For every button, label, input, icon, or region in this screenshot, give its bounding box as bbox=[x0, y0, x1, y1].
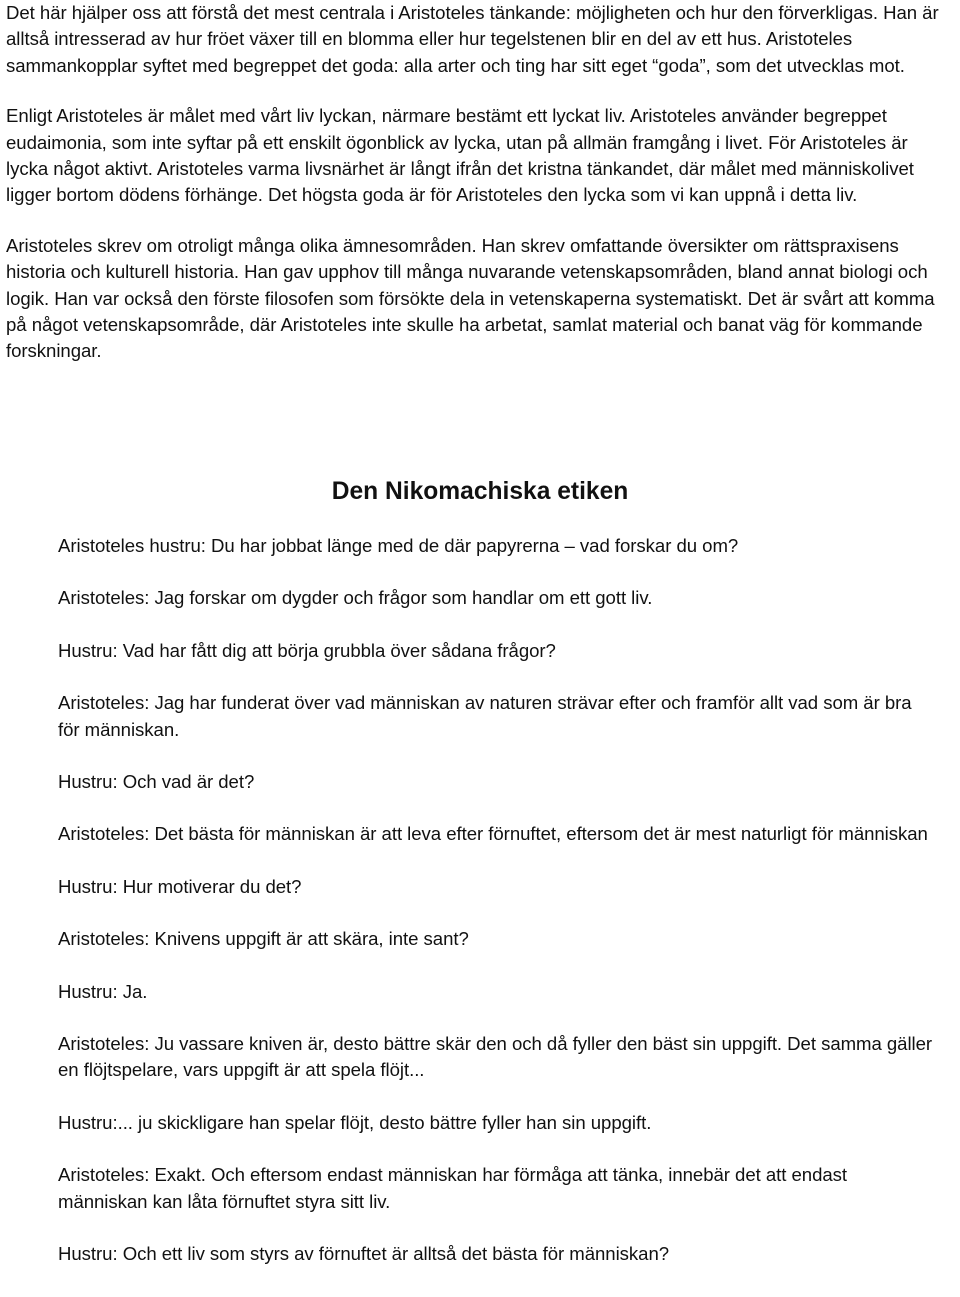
dialogue-line: Aristoteles: Ju vassare kniven är, desto bättre skär den och då fyller den bäst sin uppgift. Det samma gäller en flöjtspelare, vars uppgift är att spela flöjt... bbox=[58, 1033, 933, 1081]
dialogue-line: Hustru: Vad har fått dig att börja grubbla över sådana frågor? bbox=[58, 639, 556, 661]
dialogue-line: Aristoteles hustru: Du har jobbat länge med de där papyrerna – vad forskar du om? bbox=[58, 535, 739, 556]
dialogue-line: Aristoteles: Jag forskar om dygder och frågor som handlar om ett gott liv. bbox=[58, 587, 653, 609]
dialogue-line: Aristoteles: Det bästa för människan är att leva efter förnuftet, eftersom det är mest naturligt för människan bbox=[58, 823, 928, 845]
dialogue-line: Hustru: Hur motiverar du det? bbox=[58, 875, 302, 897]
dialogue-line: Hustru: Och ett liv som styrs av förnuftet är alltså det bästa för människan? bbox=[58, 1243, 670, 1265]
dialogue-line: Hustru: Och vad är det? bbox=[58, 771, 255, 793]
section-heading: Den Nikomachiska etiken bbox=[331, 478, 629, 505]
intro-paragraph: Det här hjälper oss att förstå det mest centrala i Aristoteles tänkande: möjligheten och hur den förverkligas. Han är alltså intresserad av hur fröet växer till en blomma eller hur tegelstenen blir en del av ett hus. Aristoteles sammankopplar syftet med begreppet det goda: alla arter och ting har sitt eget “goda”, som det utvecklas mot. bbox=[6, 2, 939, 76]
intro-paragraph: Aristoteles skrev om otroligt många olika ämnesområden. Han skrev omfattande översikter om rättspraxisens historia och kulturell historia. Han gav upphov till många nuvarande vetenskapsområden, bland annat biologi och logik. Han var också den förste filosofen som försökte dela in vetenskaperna systematiskt. Det är svårt att komma på något vetenskapsområde, där Aristoteles inte skulle ha arbetat, samlat material och banat väg för kommande forskningar. bbox=[6, 234, 935, 362]
dialogue-line: Aristoteles: Knivens uppgift är att skära, inte sant? bbox=[58, 928, 469, 950]
dialogue-line: Aristoteles: Exakt. Och eftersom endast människan har förmåga att tänka, innebär det att endast människan kan låta förnuftet styra sitt liv. bbox=[58, 1164, 848, 1212]
intro-text bbox=[6, 0, 951, 365]
intro-paragraph: Enligt Aristoteles är målet med vårt liv lyckan, närmare bestämt ett lyckat liv. Aristoteles använder begreppet eudaimonia, som inte syftar på ett enskilt ögonblick av lycka, utan på allmän framgång i livet. För Aristoteles är lycka något aktivt. Aristoteles varma livsnärhet är långt ifrån det kristna tänkandet, där målet med människolivet ligger bortom dödens förhänge. Det högsta goda är för Aristoteles den lycka som vi kan uppnå i detta liv. bbox=[6, 105, 914, 206]
dialogue-line: Hustru: Ja. bbox=[58, 980, 148, 1002]
dialogue bbox=[58, 533, 938, 1294]
dialogue-line: Hustru:... ju skickligare han spelar flöjt, desto bättre fyller han sin uppgift. bbox=[58, 1111, 652, 1133]
dialogue-line: Aristoteles: Jag har funderat över vad människan av naturen strävar efter och framför allt vad som är bra för människan. bbox=[58, 692, 912, 740]
